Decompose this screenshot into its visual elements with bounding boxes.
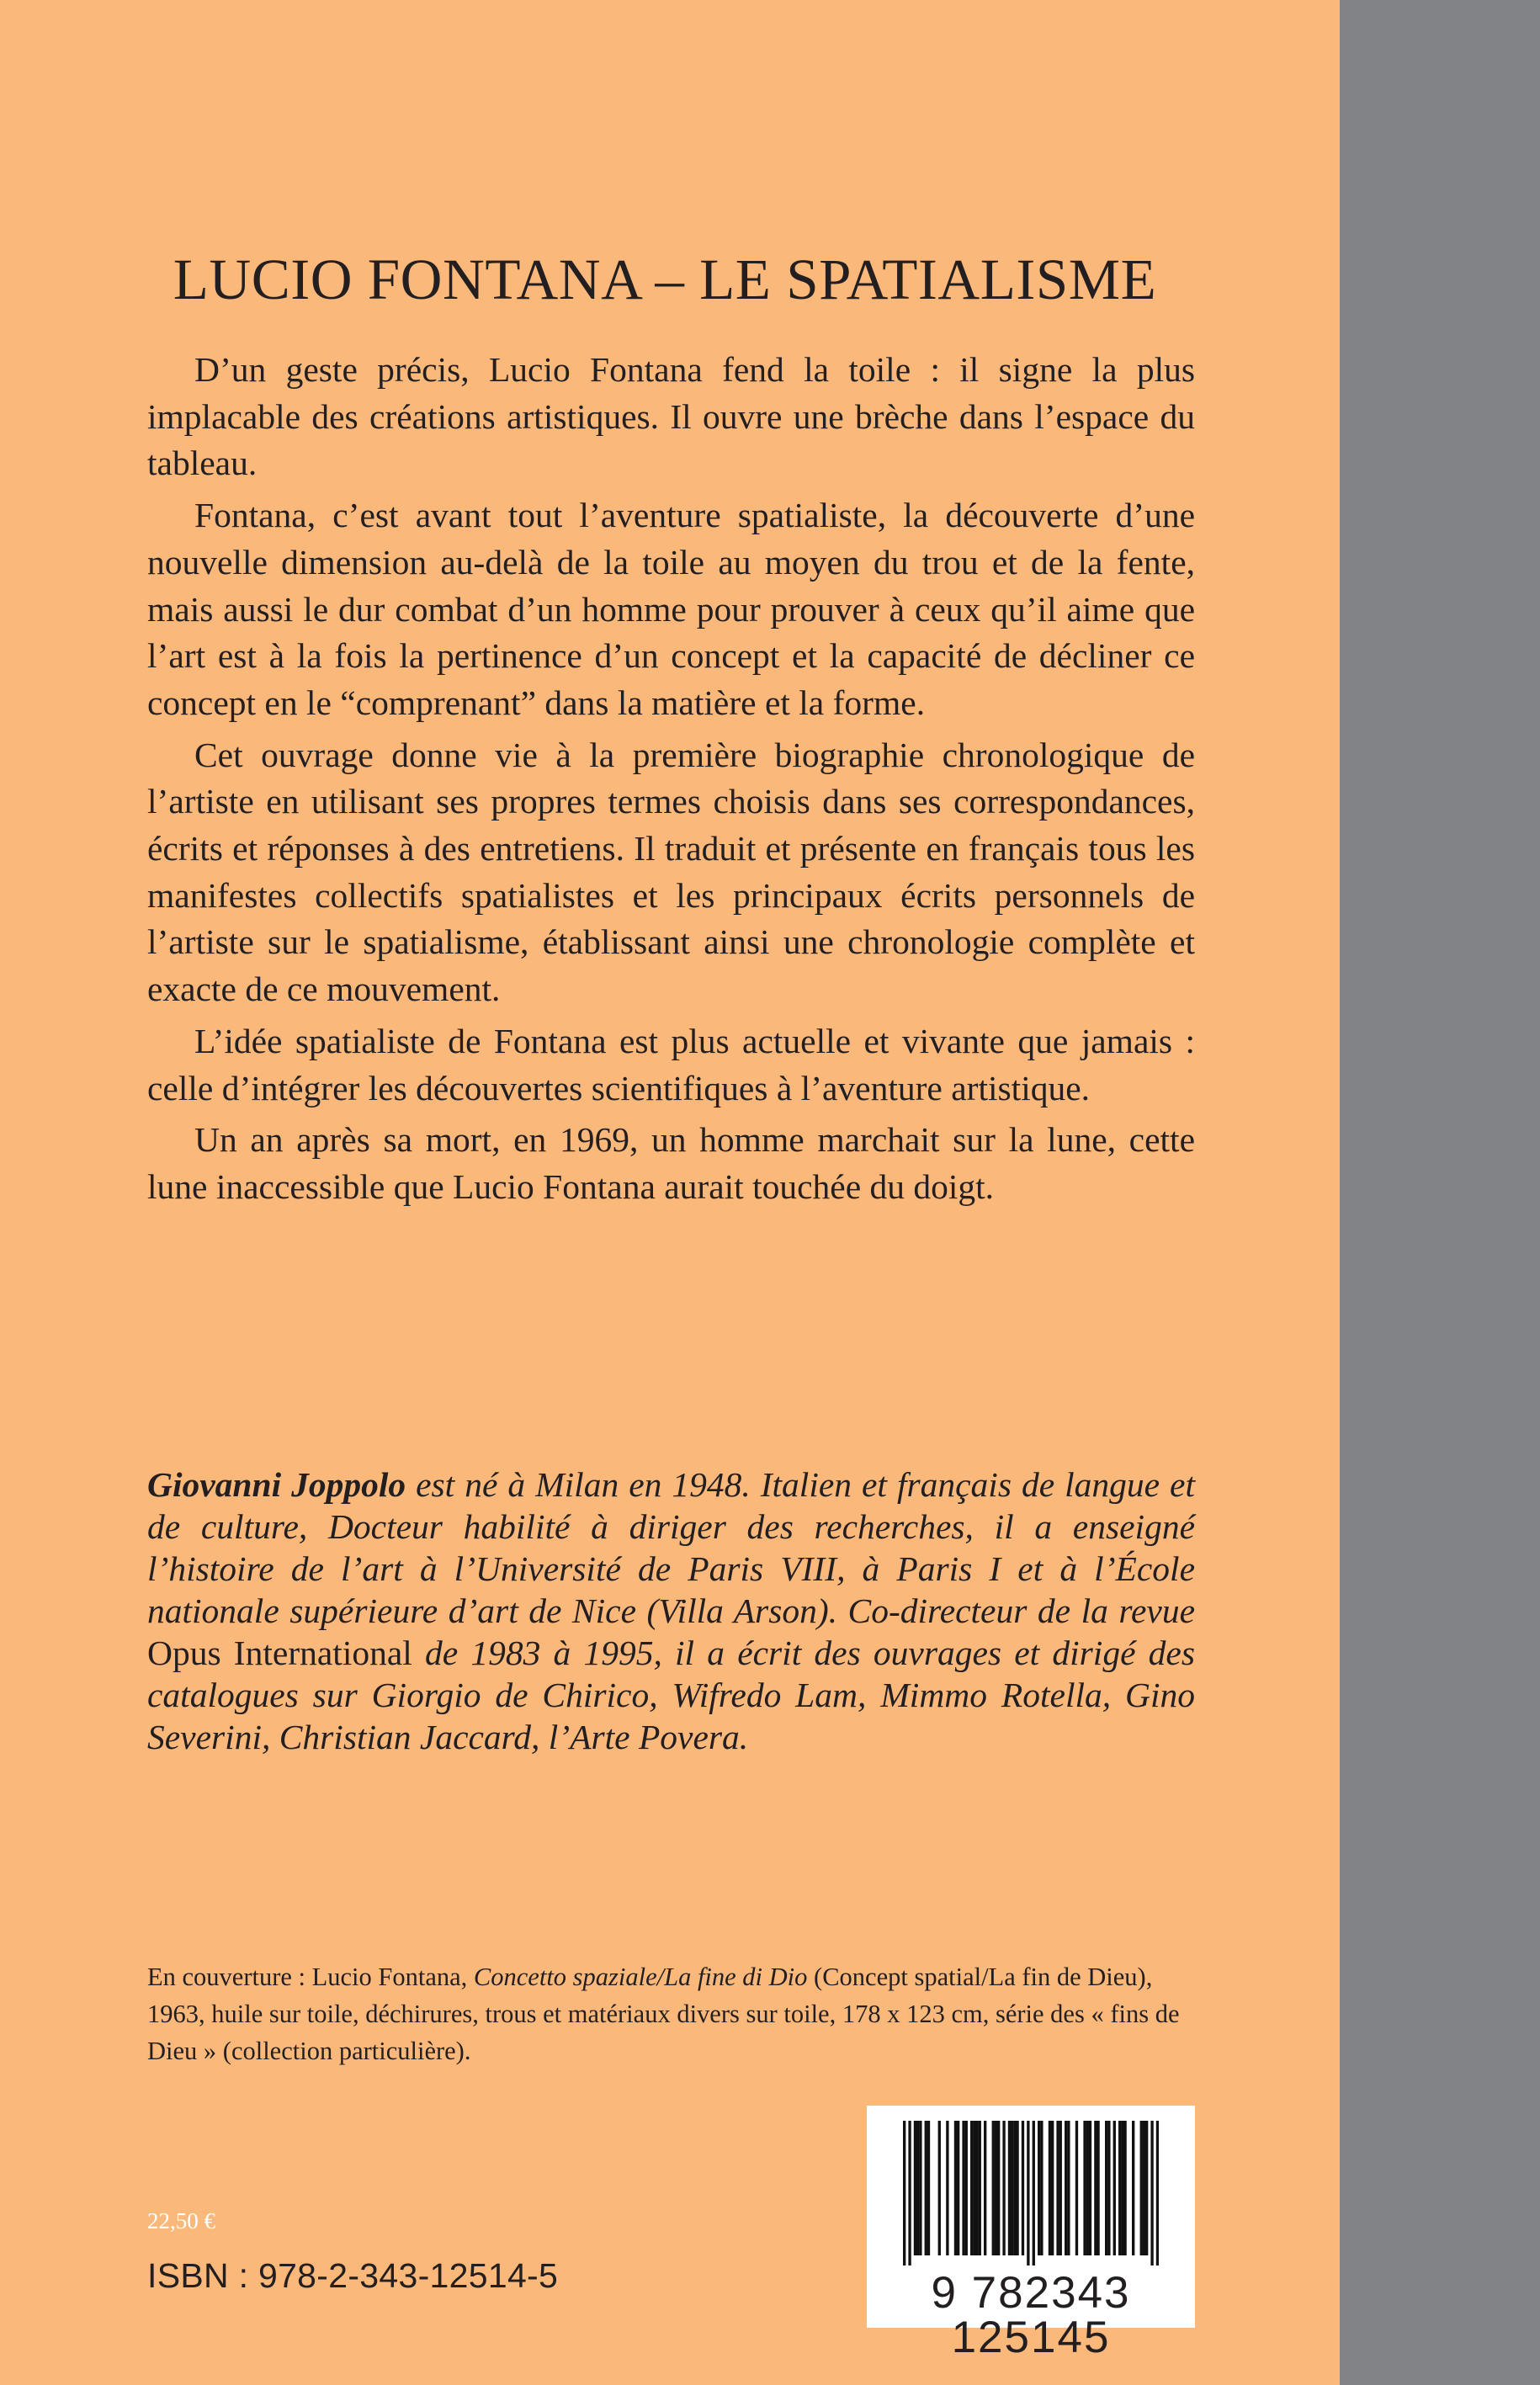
barcode-bar [1118,2121,1121,2255]
cover-credit-prefix: En couverture : Lucio Fontana, [147,1963,474,1991]
blurb-paragraph: D’un geste précis, Lucio Fontana fend la toile : il signe la plus implacable des créations artistiques. Il ouvre une brèche dans l’espace du tableau. [147,350,1195,483]
barcode-bar [954,2121,957,2255]
barcode-bar [997,2121,1000,2255]
barcode-bar [1038,2121,1040,2255]
barcode-bar [908,2121,911,2265]
blurb-paragraph: Un an après sa mort, en 1969, un homme marchait sur la lune, cette lune inaccessible que Lucio Fontana aurait touchée du doigt. [147,1120,1195,1206]
barcode-bar [1132,2121,1134,2255]
barcode-bar [992,2121,995,2255]
barcode-bar [1040,2121,1043,2255]
author-bio-text: est né à Milan en 1948. Italien et français de langue et de culture, Docteur habilité à diriger des recherches, il a enseigné l’histoire de l’art à l’Université de Paris VIII, à Paris I et à l’École nationale supérieure d’art de Nice (Villa Arson). Co-directeur de la revue [147,1465,1195,1630]
barcode-bar [1113,2121,1116,2255]
barcode-bars [903,2121,1159,2265]
barcode-bar [1075,2121,1078,2255]
barcode-bar [1094,2121,1097,2255]
blurb-paragraph: L’idée spatialiste de Fontana est plus actuelle et vivante que jamais : celle d’intégrer les découvertes scientifiques à l’aventure artistique. [147,1021,1195,1108]
barcode-bar [1033,2121,1035,2265]
barcode-bar [957,2121,959,2255]
barcode-bar [916,2121,919,2255]
barcode-bar [1097,2121,1099,2255]
blurb-paragraph: Cet ouvrage donne vie à la première biographie chronologique de l’artiste en utilisant ses propres termes choisis dans ses correspondances, écrits et réponses à des entretiens. Il traduit et présente en français tous les manifestes collectifs spatialistes et les principaux écrits personnels de l’artiste sur le spatialisme, établissant ainsi une chronologie complète et exacte de ce mouvement. [147,735,1195,1009]
cover-credit-suffix: (Concept spatial/La fin de Dieu), 1963, huile sur toile, déchirures, trous et matériaux divers sur toile, 178 x 123 cm, série des « fins de Dieu » (collection particulière). [147,1963,1180,2065]
barcode-bar [927,2121,930,2255]
barcode-bar [970,2121,973,2255]
barcode-bar [1083,2121,1086,2255]
barcode-bar [965,2121,968,2255]
barcode-bar [1067,2121,1070,2255]
barcode-bar [1105,2121,1107,2255]
barcode-bar [975,2121,978,2255]
author-name: Giovanni Joppolo [147,1465,406,1504]
barcode-bar [1013,2121,1016,2255]
barcode-bar [1150,2121,1153,2265]
barcode-bar [1008,2121,1011,2255]
book-title: LUCIO FONTANA – LE SPATIALISME [173,247,1157,311]
barcode-bar [903,2121,905,2265]
barcode-bar [1089,2121,1091,2255]
barcode-bar [1145,2121,1148,2255]
barcode-bar [938,2121,941,2255]
barcode-bar [1049,2121,1051,2255]
barcode [867,2106,1195,2362]
barcode-bar [1143,2121,1145,2255]
barcode-bar [979,2121,981,2255]
barcode-bar [1156,2121,1159,2265]
barcode-bar [925,2121,927,2255]
barcode-bar [1027,2121,1029,2265]
barcode-bar [1011,2121,1013,2255]
journal-name: Opus International [147,1633,412,1672]
barcode-bar [914,2121,916,2255]
barcode-digits: 9 782343 125145 [931,2268,1131,2362]
barcode-bar [1059,2121,1062,2255]
barcode-bar [1056,2121,1059,2255]
barcode-bar [919,2121,921,2255]
spine-strip [1340,0,1540,2385]
cover-work-title: Concetto spaziale/La fine di Dio [473,1963,808,1991]
barcode-bar [1121,2121,1123,2255]
barcode-bar [1065,2121,1067,2255]
barcode-bar [973,2121,975,2255]
barcode-bar [1140,2121,1143,2255]
price: 22,50 € [147,2208,215,2234]
blurb [147,347,1195,1216]
barcode-bar [1086,2121,1089,2255]
barcode-bar [984,2121,986,2255]
barcode-bar [1123,2121,1126,2255]
isbn-label: ISBN : 978-2-343-12514-5 [147,2256,559,2295]
author-bio-text-end: de 1983 à 1995, il a écrit des ouvrages et dirigé des catalogues sur Giorgio de Chirico, Wifredo Lam, Mimmo Rotella, Gino Severini, Christian Jaccard, l’Arte Povera. [147,1633,1196,1756]
barcode-bar [1107,2121,1110,2255]
barcode-bar [1016,2121,1018,2255]
barcode-bar [1002,2121,1005,2255]
blurb-paragraph: Fontana, c’est avant tout l’aventure spatialiste, la découverte d’une nouvelle dimension au-delà de la toile au moyen du trou et de la fente, mais aussi le dur combat d’un homme pour prouver à ceux qu’il aime que l’art est à la fois la pertinence d’un concept et la capacité de décliner ce concept en le “comprenant” dans la matière et la forme. [147,496,1195,722]
cover-credit [147,1958,1195,2069]
barcode-bar [1022,2121,1024,2255]
barcode-bar [995,2121,997,2255]
author-bio [147,1463,1195,1758]
barcode-bar [1051,2121,1054,2255]
barcode-bar [946,2121,948,2255]
barcode-bar [962,2121,964,2255]
